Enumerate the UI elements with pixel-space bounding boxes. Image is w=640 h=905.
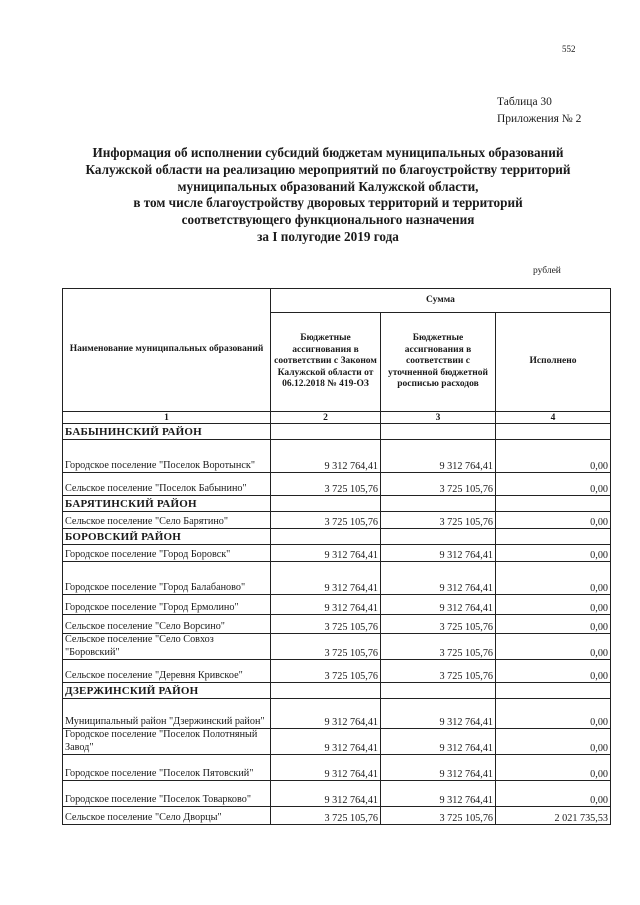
empty-cell xyxy=(381,683,496,699)
executed-amount: 0,00 xyxy=(496,634,611,660)
empty-cell xyxy=(496,496,611,512)
document-title xyxy=(58,145,598,246)
law-amount: 3 725 105,76 xyxy=(271,660,381,683)
table-row xyxy=(63,545,611,562)
municipality-name: Городское поселение "Поселок Товарково" xyxy=(63,781,271,807)
municipality-name: Городское поселение "Город Боровск" xyxy=(63,545,271,562)
executed-amount: 0,00 xyxy=(496,699,611,729)
title-line: Информация об исполнении субсидий бюджетам муниципальных образований xyxy=(92,145,564,160)
table-row xyxy=(63,595,611,615)
executed-amount: 0,00 xyxy=(496,545,611,562)
plan-amount: 3 725 105,76 xyxy=(381,512,496,529)
header-name-column: Наименование муниципальных образований xyxy=(63,289,271,412)
municipality-name: Сельское поселение "Село Дворцы" xyxy=(63,807,271,825)
table-row xyxy=(63,807,611,825)
column-number: 4 xyxy=(496,412,611,424)
header-done-column: Исполнено xyxy=(496,313,611,412)
empty-cell xyxy=(271,529,381,545)
municipality-name: Городское поселение "Поселок Полотняный Завод" xyxy=(63,729,271,755)
law-amount: 9 312 764,41 xyxy=(271,729,381,755)
municipality-name: Городское поселение "Поселок Пятовский" xyxy=(63,755,271,781)
executed-amount: 2 021 735,53 xyxy=(496,807,611,825)
currency-note: рублей xyxy=(533,266,561,276)
title-line: в том числе благоустройству дворовых территорий и территорий xyxy=(133,195,523,211)
municipality-name: Городское поселение "Поселок Воротынск" xyxy=(63,440,271,473)
district-name: БОРОВСКИЙ РАЙОН xyxy=(63,529,271,545)
law-amount: 3 725 105,76 xyxy=(271,473,381,496)
header-plan-column: Бюджетные ассигнования в соответствии с уточненной бюджетной росписью расходов xyxy=(381,313,496,412)
municipality-name: Муниципальный район "Дзержинский район" xyxy=(63,699,271,729)
header-law-column: Бюджетные ассигнования в соответствии с Законом Калужской области от 06.12.2018 № 419-ОЗ xyxy=(271,313,381,412)
executed-amount: 0,00 xyxy=(496,512,611,529)
column-number: 3 xyxy=(381,412,496,424)
empty-cell xyxy=(496,683,611,699)
title-line: Калужской области на реализацию мероприятий по благоустройству территорий xyxy=(85,161,571,177)
empty-cell xyxy=(381,529,496,545)
table-row xyxy=(63,615,611,634)
law-amount: 9 312 764,41 xyxy=(271,440,381,473)
plan-amount: 3 725 105,76 xyxy=(381,660,496,683)
municipality-name: Сельское поселение "Поселок Бабынино" xyxy=(63,473,271,496)
column-number-row xyxy=(63,412,611,424)
page-number: 552 xyxy=(562,44,576,54)
title-line: за I полугодие 2019 года xyxy=(257,228,399,244)
plan-amount: 9 312 764,41 xyxy=(381,729,496,755)
plan-amount: 3 725 105,76 xyxy=(381,807,496,825)
law-amount: 9 312 764,41 xyxy=(271,699,381,729)
district-row xyxy=(63,496,611,512)
plan-amount: 3 725 105,76 xyxy=(381,473,496,496)
law-amount: 9 312 764,41 xyxy=(271,781,381,807)
municipality-name: Сельское поселение "Село Совхоз "Боровский" xyxy=(63,634,271,660)
plan-amount: 9 312 764,41 xyxy=(381,562,496,595)
plan-amount: 9 312 764,41 xyxy=(381,440,496,473)
column-number: 1 xyxy=(63,412,271,424)
law-amount: 9 312 764,41 xyxy=(271,545,381,562)
report-table xyxy=(62,288,611,825)
executed-amount: 0,00 xyxy=(496,595,611,615)
law-amount: 9 312 764,41 xyxy=(271,595,381,615)
law-amount: 3 725 105,76 xyxy=(271,615,381,634)
law-amount: 3 725 105,76 xyxy=(271,634,381,660)
table-row xyxy=(63,729,611,755)
district-row xyxy=(63,529,611,545)
executed-amount: 0,00 xyxy=(496,729,611,755)
district-name: БАРЯТИНСКИЙ РАЙОН xyxy=(63,496,271,512)
municipality-name: Сельское поселение "Деревня Кривское" xyxy=(63,660,271,683)
municipality-name: Городское поселение "Город Балабаново" xyxy=(63,562,271,595)
report-body xyxy=(63,424,611,825)
table-row xyxy=(63,699,611,729)
empty-cell xyxy=(381,496,496,512)
column-number: 2 xyxy=(271,412,381,424)
executed-amount: 0,00 xyxy=(496,755,611,781)
table-row xyxy=(63,660,611,683)
empty-cell xyxy=(271,683,381,699)
empty-cell xyxy=(271,424,381,440)
title-line: муниципальных образований Калужской области, xyxy=(177,178,479,194)
appendix-label: Приложения № 2 xyxy=(497,113,582,125)
plan-amount: 9 312 764,41 xyxy=(381,781,496,807)
municipality-name: Городское поселение "Город Ермолино" xyxy=(63,595,271,615)
empty-cell xyxy=(381,424,496,440)
empty-cell xyxy=(271,496,381,512)
executed-amount: 0,00 xyxy=(496,440,611,473)
empty-cell xyxy=(496,529,611,545)
table-row xyxy=(63,755,611,781)
district-name: БАБЫНИНСКИЙ РАЙОН xyxy=(63,424,271,440)
table-row xyxy=(63,781,611,807)
law-amount: 9 312 764,41 xyxy=(271,755,381,781)
municipality-name: Сельское поселение "Село Ворсино" xyxy=(63,615,271,634)
table-label: Таблица 30 xyxy=(497,96,552,108)
header-row xyxy=(63,289,611,313)
plan-amount: 3 725 105,76 xyxy=(381,615,496,634)
executed-amount: 0,00 xyxy=(496,615,611,634)
table-row xyxy=(63,512,611,529)
table-row xyxy=(63,473,611,496)
executed-amount: 0,00 xyxy=(496,473,611,496)
plan-amount: 9 312 764,41 xyxy=(381,699,496,729)
district-row xyxy=(63,683,611,699)
header-sum-group: Сумма xyxy=(271,289,611,313)
executed-amount: 0,00 xyxy=(496,562,611,595)
empty-cell xyxy=(496,424,611,440)
plan-amount: 9 312 764,41 xyxy=(381,545,496,562)
plan-amount: 3 725 105,76 xyxy=(381,634,496,660)
law-amount: 9 312 764,41 xyxy=(271,562,381,595)
law-amount: 3 725 105,76 xyxy=(271,807,381,825)
table-row xyxy=(63,562,611,595)
district-row xyxy=(63,424,611,440)
law-amount: 3 725 105,76 xyxy=(271,512,381,529)
district-name: ДЗЕРЖИНСКИЙ РАЙОН xyxy=(63,683,271,699)
plan-amount: 9 312 764,41 xyxy=(381,755,496,781)
executed-amount: 0,00 xyxy=(496,781,611,807)
plan-amount: 9 312 764,41 xyxy=(381,595,496,615)
table-row xyxy=(63,634,611,660)
executed-amount: 0,00 xyxy=(496,660,611,683)
municipality-name: Сельское поселение "Село Барятино" xyxy=(63,512,271,529)
table-row xyxy=(63,440,611,473)
title-line: соответствующего функционального назначения xyxy=(181,212,475,228)
